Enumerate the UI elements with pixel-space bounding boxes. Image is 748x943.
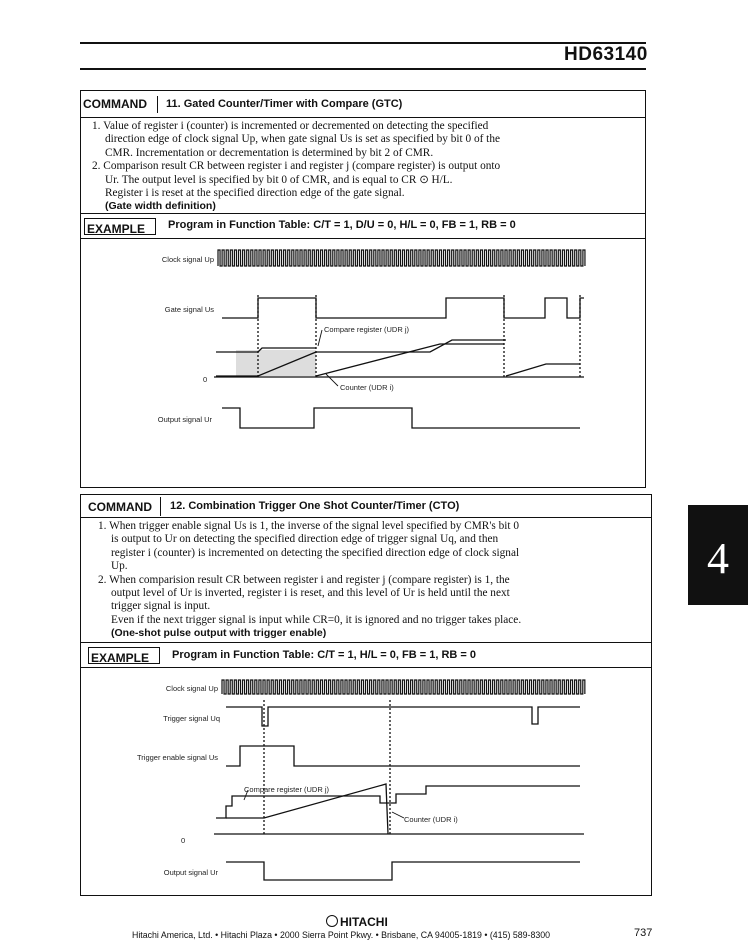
section2-timing-diagram — [214, 700, 584, 880]
section1-command-label: COMMAND — [81, 96, 158, 113]
section2-command-label: COMMAND — [86, 497, 161, 516]
s1-counter-label: Counter (UDR i) — [340, 383, 394, 392]
section1-item-line: CMR. Incrementation or decrementation is determined by bit 2 of CMR. — [105, 146, 434, 159]
s1-counter-ramp-2 — [316, 344, 504, 376]
section2-item-line: Up. — [111, 560, 128, 573]
s1-compare-leader — [318, 330, 322, 346]
section2-title: 12. Combination Trigger One Shot Counter/Timer (CTO) — [170, 500, 460, 512]
section2-example-label: EXAMPLE — [88, 647, 160, 664]
s1-clock-waveform — [218, 250, 585, 266]
s2-trigger-enable-label: Trigger enable signal Us — [136, 753, 218, 762]
s2-trigger-enable-waveform — [226, 746, 580, 766]
section1-item-line: Register i is reset at the specified direction edge of the gate signal. — [105, 187, 405, 200]
s2-clock-waveform — [222, 680, 585, 694]
s1-compare-label: Compare register (UDR j) — [324, 325, 410, 334]
s1-output-label: Output signal Ur — [157, 415, 212, 424]
s1-counter-ramp-3 — [506, 364, 580, 376]
s2-trigger-waveform — [226, 707, 580, 726]
part-number: HD63140 — [564, 44, 648, 65]
section2-item-line: register i (counter) is incremented on detecting the specified direction edge of clock signal — [111, 546, 520, 559]
s2-compare-label: Compare register (UDR j) — [244, 785, 330, 794]
section1-example-label: EXAMPLE — [84, 218, 156, 235]
s2-counter-ramp — [226, 784, 388, 834]
section2-item-line: output level of Ur is inverted, register i is reset, and this level of Ur is held until the next — [111, 587, 510, 600]
s2-counter-label: Counter (UDR i) — [404, 815, 458, 824]
section1-item-line: 1. Value of register i (counter) is incremented or decremented on detecting the specified — [92, 120, 489, 132]
s2-compare-leader — [244, 790, 248, 800]
s1-zero-label: 0 — [203, 375, 208, 384]
s1-output-waveform — [222, 408, 580, 428]
hitachi-logo-icon — [326, 915, 338, 927]
section1-item-line: 2. Comparison result CR between register i and register j (compare register) is output onto — [92, 160, 501, 173]
s2-output-label: Output signal Ur — [163, 868, 218, 877]
section1-example-program: Program in Function Table: C/T = 1, D/U = 0, H/L = 0, FB = 1, RB = 0 — [168, 219, 516, 231]
s1-gate-waveform — [222, 298, 584, 318]
section2-item-line: 2. When comparision result CR between register i and register j (compare register) is 1, the — [98, 573, 510, 586]
s2-trigger-label: Trigger signal Uq — [163, 714, 220, 723]
s2-compare-staircase — [216, 786, 580, 818]
section-tab: 4 — [688, 505, 748, 605]
section1-item-line: Ur. The output level is specified by bit 0 of CMR, and is equal to CR ⊙ H/L. — [105, 173, 453, 186]
section2-note: (One-shot pulse output with trigger enable) — [111, 627, 327, 640]
s1-compare-level-2 — [316, 340, 506, 352]
section2-item-line: trigger signal is input. — [111, 600, 211, 613]
s2-clock-label: Clock signal Up — [165, 684, 218, 693]
section2-item-line: 1. When trigger enable signal Us is 1, the inverse of the signal level specified by CMR's bit 0 — [98, 520, 519, 532]
section1-note: (Gate width definition) — [105, 200, 216, 213]
section2-item-line: is output to Ur on detecting the specified direction edge of trigger signal Uq, and then — [111, 533, 499, 546]
section2-example-program: Program in Function Table: C/T = 1, H/L = 0, FB = 1, RB = 0 — [172, 649, 476, 661]
s1-counter-leader — [326, 374, 338, 386]
s1-clock-label: Clock signal Up — [161, 255, 214, 264]
clock-waveforms — [218, 250, 585, 694]
footer-brand — [326, 915, 388, 929]
s2-output-waveform — [226, 862, 580, 880]
section1-item-line: direction edge of clock signal Up, when gate signal Us is set as specified by bit 0 of the — [105, 133, 500, 146]
section2-item-line: Even if the next trigger signal is input while CR=0, it is ignored and no trigger takes place. — [111, 613, 522, 626]
footer-address: Hitachi America, Ltd. • Hitachi Plaza • 2000 Sierra Point Pkwy. • Brisbane, CA 94005-1819 • (415) 589-8300 — [132, 930, 551, 940]
s1-gate-label: Gate signal Us — [164, 305, 214, 314]
brand-name: HITACHI — [340, 915, 388, 929]
s2-counter-leader — [392, 812, 404, 818]
section1-timing-diagram — [214, 295, 584, 428]
section1-title: 11. Gated Counter/Timer with Compare (GTC) — [166, 98, 403, 110]
s1-shaded-region — [236, 350, 316, 376]
page-number: 737 — [634, 927, 653, 939]
s2-zero-label: 0 — [181, 836, 186, 845]
